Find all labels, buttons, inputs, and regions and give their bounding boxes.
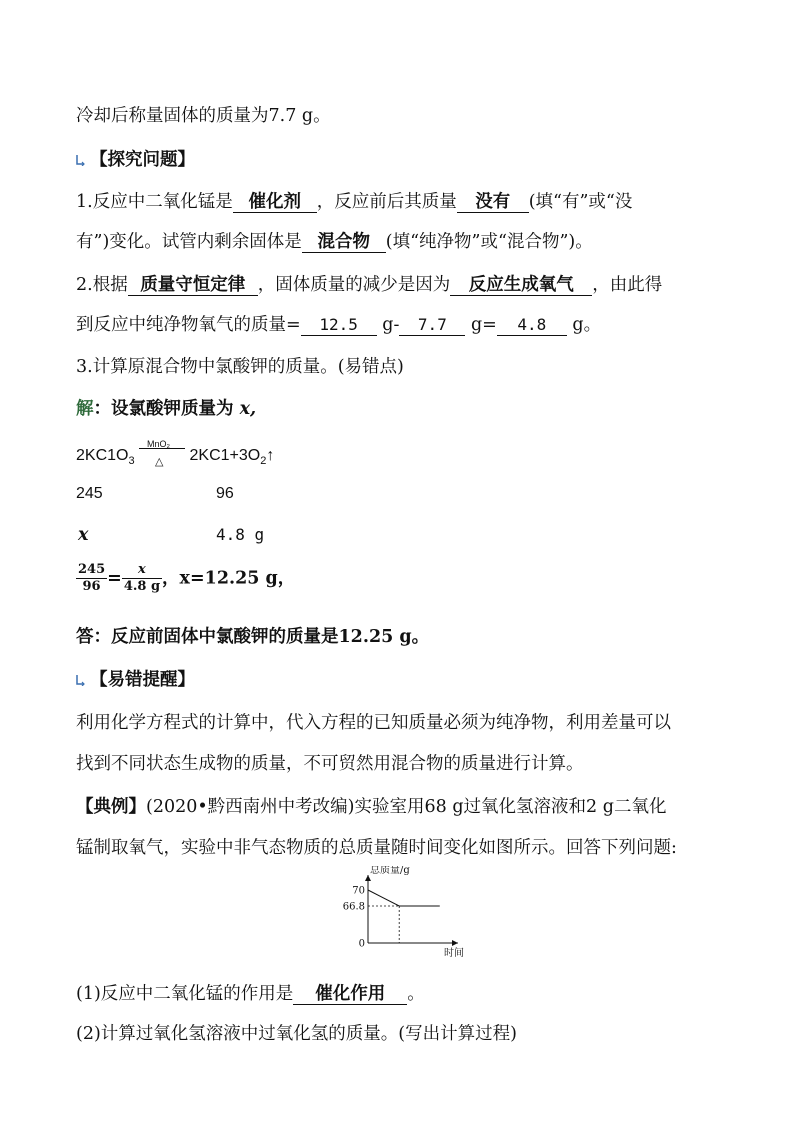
answer-blank: 质量守恒定律 <box>128 275 258 296</box>
mass-time-chart <box>330 866 470 962</box>
answer-blank: 催化剂 <box>233 192 317 213</box>
answer-blank: 没有 <box>457 192 529 213</box>
x-axis-label: 时间 <box>444 948 464 959</box>
answer-blank: 催化作用 <box>293 984 407 1005</box>
answer-statement: 答：反应前固体中氯酸钾的质量是12.25 g。 <box>76 627 430 647</box>
tip-line-1: 利用化学方程式的计算中，代入方程的已知质量必须为纯净物，利用差量可以 <box>76 713 671 733</box>
section-marker-icon <box>76 149 86 161</box>
tip-line-2: 找到不同状态生成物的质量，不可贸然用混合物的质量进行计算。 <box>76 754 584 774</box>
question-2-line-1: 2.根据 质量守恒定律 ，固体质量的减少是因为 反应生成氧气 ，由此得 <box>76 275 663 295</box>
part-2: (2)计算过氧化氢溶液中过氧化氢的质量。(写出计算过程) <box>76 1024 517 1044</box>
question-1-line-2: 有”)变化。试管内剩余固体是 混合物 (填“纯净物”或“混合物”)。 <box>76 232 593 252</box>
fraction: $\frac{245}{96}$ <box>78 562 106 594</box>
solution-intro: 解：设氯酸钾质量为 x, <box>76 399 257 419</box>
reaction-condition: MnO₂ △ <box>139 446 185 466</box>
chemical-equation: $2KC1O_3$ MnO₂ △ $2KC1+3O_2↑$ <box>76 438 275 468</box>
proportion-equation: $\frac{245}{96}$ = $\frac{x}{4.8 g}$ ，x=12.25 g， <box>78 562 296 594</box>
answer-blank: 4.8 <box>497 315 567 336</box>
part-1: (1)反应中二氧化锰的作用是 催化作用 。 <box>76 984 425 1004</box>
question-1-line-1: 1.反应中二氧化锰是 催化剂 ，反应前后其质量 没有 (填“有”或“没 <box>76 192 633 212</box>
example-line-2: 锰制取氧气，实验中非气态物质的总质量随时间变化如图所示。回答下列问题: <box>76 838 677 858</box>
question-3: 3.计算原混合物中氯酸钾的质量。(易错点) <box>76 357 404 377</box>
series-line <box>368 890 440 906</box>
y-tick-label: 70 <box>352 885 365 897</box>
answer-blank: 反应生成氧气 <box>450 275 592 296</box>
document-page: 冷却后称量固体的质量为7.7 g。 【探究问题】 1.反应中二氧化锰是 催化剂 ，反应前后其质量 没有 (填“有”或“没 有”)变化。试管内剩余固体是 混合物 (填“纯净物”或“混合物”)。 2.根据 质量守恒定律 ，固体质量的减少是因为 反应生成氧气 ，由此得 到反应中纯净物氧气的质量= 12.5 g- 7.7 g= 4.8 g。 3.计算原混合物中氯酸钾的质量。(易错点) 解：设氯酸钾质量为 x, $2KC1O_3$ MnO₂ △ $2KC1+3O_2↑$ 245 96 x 4.8 g $\frac{245}{96}$ = $\frac{x}{4.8 g}$ ，x=12.25 g， 答：反应前固体中氯酸钾的质量是12.25 g。 【易错提醒】 利用化学方程式的计算中，代入方程的已知质量必须为纯净物，利用差量可以 找到不同状态生成物的质量，不可贸然用混合物的质量进行计算。 【典例】(2020•黔西南州中考改编)实验室用68 g过氧化氢溶液和2 g二氧化 锰制取氧气，实验中非气态物质的总质量随时间变化如图所示。回答下列问题: 总质量/g 时间 70 66.8 0 (1)反应中二氧化锰的作用是 催化作用 。 (2)计算过氧化氢溶液中过氧化氢的质量。(写出计算过程) <box>0 0 794 1123</box>
section-heading-tips: 【易错提醒】 <box>76 668 726 692</box>
fraction: $\frac{x}{4.8 g}$ <box>123 562 161 594</box>
gas-up-arrow-icon: ↑ <box>266 447 275 464</box>
text-line: 冷却后称量固体的质量为7.7 g。 <box>76 106 331 126</box>
question-2-line-2: 到反应中纯净物氧气的质量= 12.5 g- 7.7 g= 4.8 g。 <box>76 315 602 335</box>
example-line-1: 【典例】(2020•黔西南州中考改编)实验室用68 g过氧化氢溶液和2 g二氧化 <box>76 797 667 817</box>
answer-blank: 混合物 <box>302 232 386 253</box>
y-axis-label: 总质量/g <box>370 866 410 876</box>
x-axis-arrow-icon <box>452 940 458 946</box>
y-tick-label: 0 <box>358 938 365 950</box>
answer-blank: 7.7 <box>399 315 465 336</box>
section-marker-icon <box>76 669 86 681</box>
y-tick-label: 66.8 <box>342 901 365 913</box>
answer-blank: 12.5 <box>301 315 377 336</box>
section-heading-explore: 【探究问题】 <box>76 148 726 172</box>
